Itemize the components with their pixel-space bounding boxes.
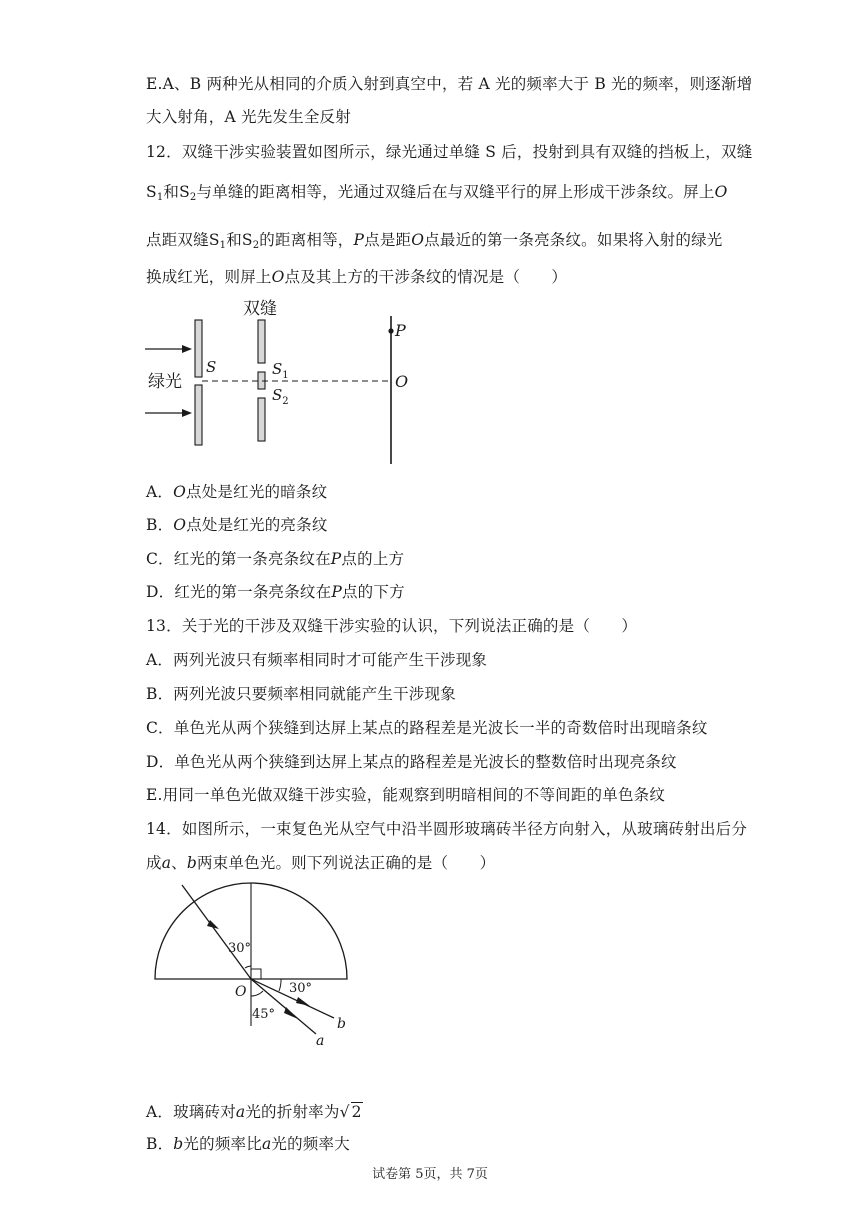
q11-option-e-line2: 大入射角，A 光先发生全反射 (146, 108, 351, 126)
ray-b-arrowhead (296, 997, 310, 1006)
q13-option-e: E.用同一单色光做双缝干涉实验，能观察到明暗相间的不等间距的单色条纹 (146, 786, 666, 804)
point-o-label: O (395, 372, 409, 391)
single-slit-upper-plate (195, 320, 202, 377)
stem-text: 成 (146, 854, 162, 872)
ray-a-arrowhead (284, 1007, 298, 1019)
q13-option-c: C．单色光从两个狭缝到达屏上某点的路程差是光波长一半的奇数倍时出现暗条纹 (146, 719, 708, 737)
var-b: b (186, 854, 197, 872)
stem-text: 换成红光，则屏上 (146, 268, 272, 286)
stem-text: 点最近的第一条亮条纹。如果将入射的绿光 (424, 231, 723, 249)
stem-text: 点距双缝 (146, 231, 209, 249)
ray-b-angle-label: 30° (289, 981, 313, 996)
q13-option-d: D．单色光从两个狭缝到达屏上某点的路程差是光波长的整数倍时出现亮条纹 (146, 753, 677, 771)
q12-stem-line4 (146, 265, 567, 287)
option-var: P (330, 550, 342, 568)
double-slit-lower-plate (258, 398, 265, 441)
q11-option-e-line1: E.A、B 两种光从相同的介质入射到真空中，若 A 光的频率大于 B 光的频率，则逐渐增 (146, 75, 753, 93)
option-text: 光的频率比 (183, 1135, 262, 1153)
q13-stem: 13．关于光的干涉及双缝干涉实验的认识，下列说法正确的是（ ） (146, 617, 638, 635)
s1-subscript: 1 (156, 192, 164, 203)
option-text: 红光的第一条亮条纹在 (174, 583, 332, 601)
option-var: a (235, 1103, 246, 1121)
option-var: O (173, 516, 187, 534)
option-var: O (173, 483, 187, 501)
option-var: P (331, 583, 342, 601)
ray-b-angle-arc (279, 979, 281, 991)
s1-symbol: S (146, 183, 157, 201)
q13-option-a: A．两列光波只有频率相同时才可能产生干涉现象 (146, 651, 488, 669)
option-text: 光的频率大 (271, 1135, 350, 1153)
double-slit-diagram (140, 292, 430, 470)
center-o-label: O (235, 984, 247, 1000)
stem-text: 的距离相等， (259, 231, 354, 249)
and-text: 和 (226, 231, 242, 249)
incident-ray (182, 885, 251, 979)
sqrt-symbol: √ (339, 1103, 350, 1121)
slit-s1-label: $S_1$ (272, 360, 289, 381)
option-text: 点处是红光的暗条纹 (186, 483, 328, 501)
page-footer: 试卷第 5页，共 7页 (372, 1167, 488, 1182)
ray-a-label: a (316, 1033, 325, 1049)
option-prefix: A． (146, 483, 174, 501)
option-prefix: B． (146, 1135, 174, 1153)
option-text: 光的折射率为 (245, 1103, 340, 1121)
q12-number: 12． (146, 143, 182, 161)
point-p-label: P (395, 321, 406, 340)
option-var: a (261, 1135, 272, 1153)
option-prefix: C． (146, 550, 174, 568)
stem-text: 两束单色光。则下列说法正确的是（ ） (196, 854, 496, 872)
double-slit-label: 双缝 (243, 299, 277, 319)
option-text: 点的下方 (341, 583, 405, 601)
var-o: O (411, 231, 425, 249)
option-text: A．玻璃砖对 (146, 1103, 236, 1121)
point-p-dot (388, 328, 393, 333)
sqrt-value: 2 (351, 1103, 362, 1121)
q12-option-d (146, 580, 405, 602)
s1-symbol: S (208, 231, 220, 249)
semicircle-refraction-diagram (148, 880, 368, 1050)
s2-symbol: S (179, 183, 190, 201)
and-text: 和 (163, 183, 180, 201)
incident-angle-arc (245, 966, 251, 968)
var-p: P (353, 231, 365, 249)
q12-option-c (146, 547, 404, 569)
s2-subscript: 2 (252, 240, 260, 251)
q14-option-a (146, 1100, 363, 1122)
option-prefix: B． (146, 516, 174, 534)
q14-option-b (146, 1132, 350, 1154)
option-prefix: D． (146, 583, 175, 601)
option-var: b (173, 1135, 184, 1153)
single-slit-lower-plate (195, 385, 202, 445)
q13-option-b: B．两列光波只要频率相同就能产生干涉现象 (146, 685, 456, 703)
right-angle-mark (251, 969, 261, 979)
var-o: O (714, 183, 728, 201)
stem-text: 与单缝的距离相等，光通过双缝后在与双缝平行的屏上形成干涉条纹。屏上 (196, 183, 715, 201)
slit-s-label: S (206, 358, 217, 376)
q12-stem-line1 (146, 140, 752, 162)
green-light-label: 绿光 (148, 372, 182, 392)
ray-a-angle-label: 45° (252, 1007, 276, 1022)
q12-stem-line2 (146, 180, 728, 203)
s2-symbol: S (241, 231, 253, 249)
stem-text: 点是距 (364, 231, 412, 249)
ray-b-label: b (337, 1016, 346, 1032)
ray-a-angle-arc (251, 991, 263, 996)
var-a: a (161, 854, 172, 872)
stem-text: 点及其上方的干涉条纹的情况是（ ） (284, 268, 568, 286)
incident-angle-label: 30° (228, 941, 252, 956)
s1-subscript: 1 (219, 240, 227, 251)
var-o: O (271, 268, 285, 286)
q12-stem-text: 双缝干涉实验装置如图所示，绿光通过单缝 S 后，投射到具有双缝的挡板上，双缝 (181, 143, 753, 161)
q14-stem-line1: 14．如图所示，一束复色光从空气中沿半圆形玻璃砖半径方向射入，从玻璃砖射出后分 (146, 820, 748, 838)
double-slit-upper-plate (258, 320, 265, 363)
option-text: 红光的第一条亮条纹在 (173, 550, 331, 568)
q12-option-a (146, 480, 327, 502)
q12-stem-line3 (146, 228, 722, 251)
option-text: 点的上方 (341, 550, 405, 568)
s2-subscript: 2 (189, 192, 197, 203)
incident-arrow-lower (145, 409, 192, 417)
incident-arrow-upper (145, 345, 192, 353)
option-text: 点处是红光的亮条纹 (186, 516, 328, 534)
separator: 、 (171, 854, 187, 872)
q12-option-b (146, 513, 328, 535)
q14-stem-line2 (146, 851, 495, 873)
slit-s2-label: $S_2$ (272, 386, 289, 407)
